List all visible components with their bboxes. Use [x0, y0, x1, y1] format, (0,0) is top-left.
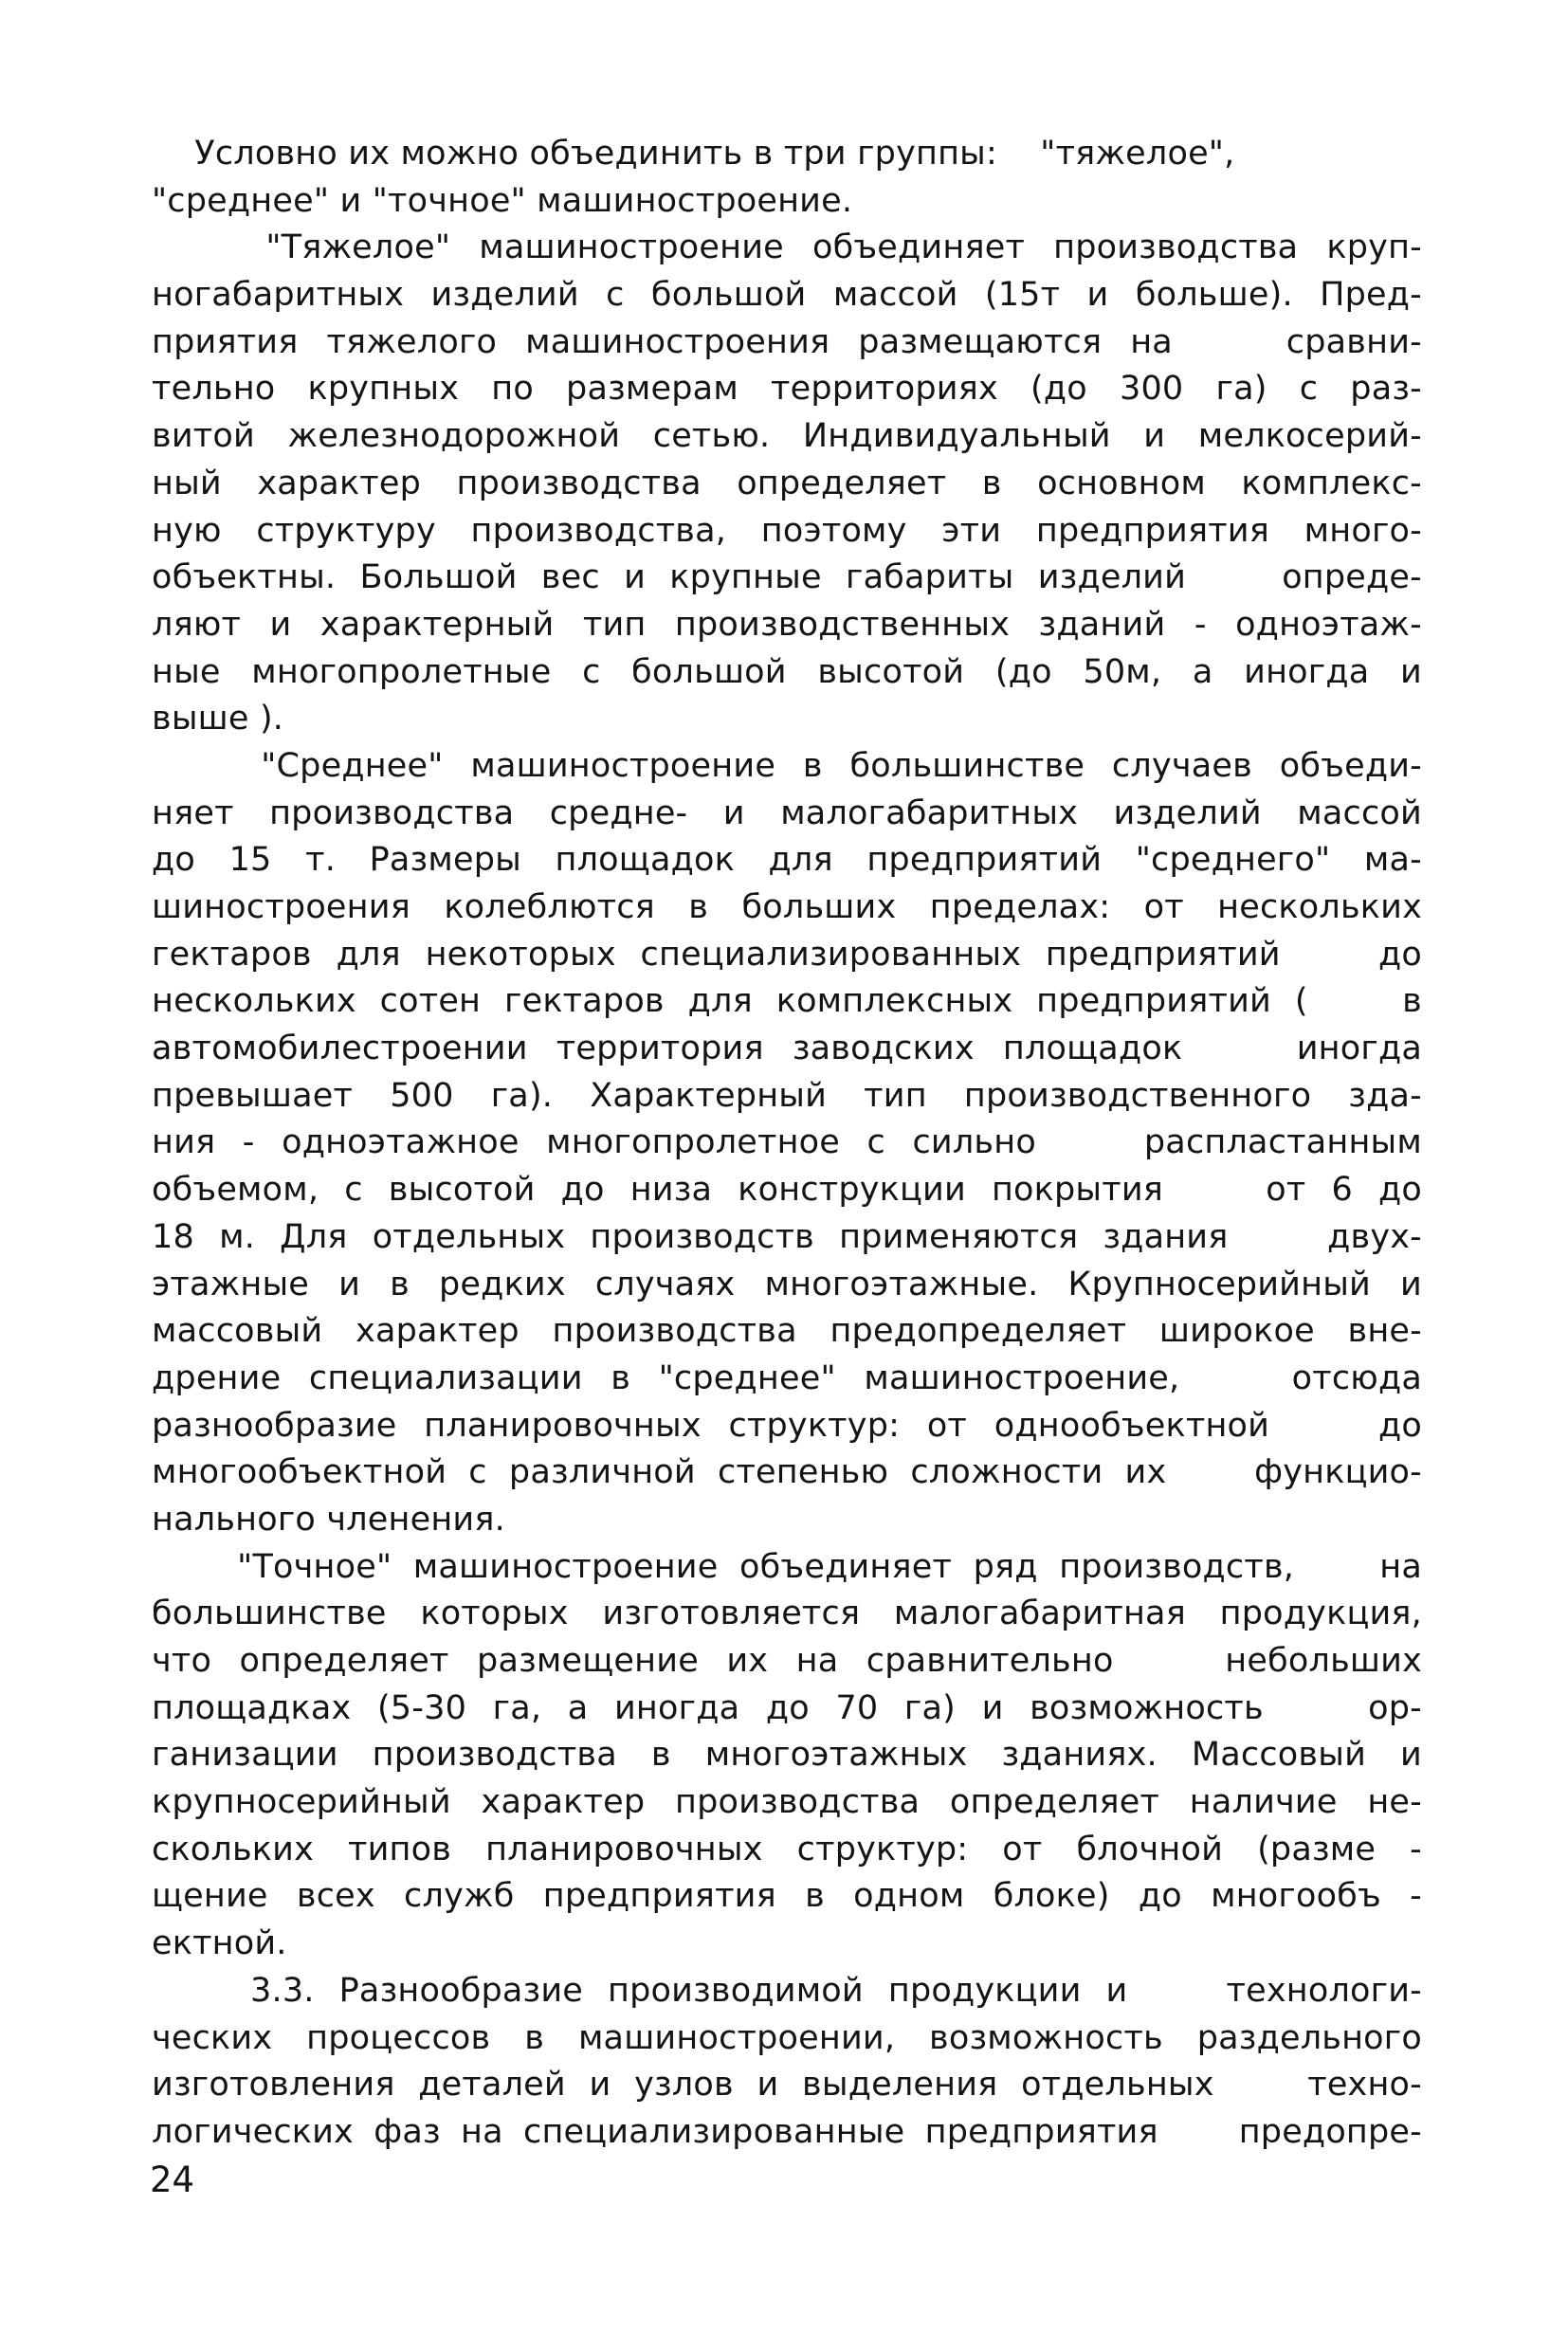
text-line: ектной.	[152, 1924, 287, 1963]
text-line: разнообразие планировочных структур: от однообъектной до	[152, 1406, 1422, 1445]
text-line: превышает 500 га). Характерный тип производственного зда-	[152, 1076, 1422, 1115]
text-line: "Тяжелое" машиностроение объединяет производства круп-	[152, 228, 1422, 267]
text-line: гектаров для некоторых специализированных предприятий до	[152, 935, 1422, 974]
text-line: Условно их можно объединить в три группы: "тяжелое",	[152, 135, 1235, 173]
text-line: нального членения.	[152, 1500, 505, 1539]
text-line: многообъектной с различной степенью сложности их функцио-	[152, 1453, 1422, 1492]
text-line: ганизации производства в многоэтажных зданиях. Массовый и	[152, 1736, 1422, 1775]
text-line: площадках (5-30 га, а иногда до 70 га) и возможность ор-	[152, 1688, 1422, 1727]
text-line: выше ).	[152, 700, 284, 738]
text-line: тельно крупных по размерам территориях (до 300 га) с раз-	[152, 370, 1422, 409]
text-line: щение всех служб предприятия в одном блоке) до многообъ -	[152, 1877, 1422, 1916]
text-line: "Среднее" машиностроение в большинстве случаев объеди-	[152, 746, 1422, 785]
text-line: ческих процессов в машиностроении, возможность раздельного	[152, 2018, 1422, 2057]
text-body	[152, 131, 1422, 2157]
text-line: "Точное" машиностроение объединяет ряд производств, на	[152, 1547, 1422, 1586]
text-line: изготовления деталей и узлов и выделения отдельных техно-	[152, 2066, 1422, 2105]
text-line: дрение специализации в "среднее" машиностроение, отсюда	[152, 1358, 1422, 1397]
text-line: что определяет размещение их на сравнительно небольших	[152, 1642, 1422, 1680]
text-line: витой железнодорожной сетью. Индивидуальный и мелкосерий-	[152, 417, 1422, 456]
text-line: няет производства средне- и малогабаритных изделий массой	[152, 793, 1422, 832]
text-line: ную структуру производства, поэтому эти предприятия много-	[152, 511, 1422, 550]
text-line: шиностроения колеблются в больших пределах: от нескольких	[152, 888, 1422, 926]
text-line: "среднее" и "точное" машиностроение.	[152, 181, 853, 220]
text-line: ляют и характерный тип производственных зданий - одноэтаж-	[152, 605, 1422, 644]
text-line: скольких типов планировочных структур: от блочной (разме -	[152, 1830, 1422, 1868]
text-line: 18 м. Для отдельных производств применяются здания двух-	[152, 1217, 1422, 1256]
text-line: этажные и в редких случаях многоэтажные. Крупносерийный и	[152, 1265, 1422, 1303]
text-line: нескольких сотен гектаров для комплексных предприятий ( в	[152, 982, 1422, 1021]
text-line: крупносерийный характер производства определяет наличие не-	[152, 1783, 1422, 1822]
text-line: объектны. Большой вес и крупные габариты изделий опреде-	[152, 558, 1422, 597]
text-line: до 15 т. Размеры площадок для предприятий "среднего" ма-	[152, 841, 1422, 880]
text-line: массовый характер производства предопределяет широкое вне-	[152, 1312, 1422, 1351]
text-line: ные многопролетные с большой высотой (до 50м, а иногда и	[152, 652, 1422, 691]
text-line: ногабаритных изделий с большой массой (15т и больше). Пред-	[152, 276, 1422, 315]
text-line: большинстве которых изготовляется малогабаритная продукция,	[152, 1595, 1422, 1633]
text-line: ный характер производства определяет в основном комплекс-	[152, 464, 1422, 502]
text-line: объемом, с высотой до низа конструкции покрытия от 6 до	[152, 1171, 1422, 1210]
page-number: 24	[150, 2160, 195, 2200]
text-line: логических фаз на специализированные предприятия предопре-	[152, 2112, 1422, 2151]
text-line: приятия тяжелого машиностроения размещаются на сравни-	[152, 322, 1422, 361]
text-line: автомобилестроении территория заводских площадок иногда	[152, 1030, 1422, 1068]
text-line: ния - одноэтажное многопролетное с сильно распластанным	[152, 1123, 1422, 1162]
text-line: 3.3. Разнообразие производимой продукции и технологи-	[152, 1971, 1422, 2010]
